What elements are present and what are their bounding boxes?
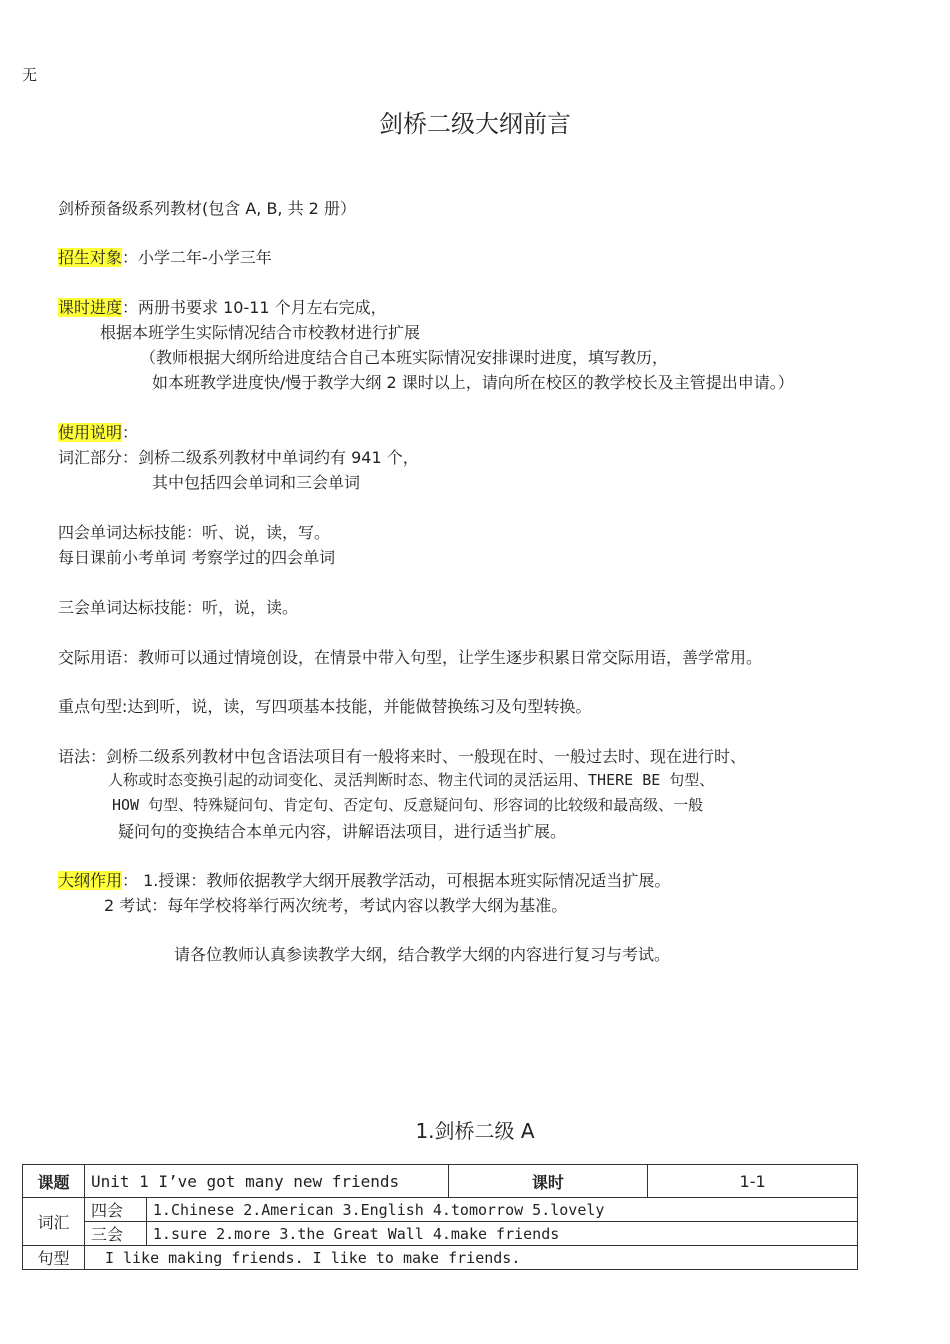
- lesson-header: 课时: [448, 1165, 648, 1198]
- enroll-line: [58, 245, 272, 268]
- unit-title: Unit 1 I’ve got many new friends: [84, 1165, 448, 1198]
- vocab-line-1: 词汇部分：剑桥二级系列教材中单词约有 941 个，: [58, 448, 419, 467]
- closing-line: 请各位教师认真参读教学大纲，结合教学大纲的内容进行复习与考试。: [174, 945, 671, 964]
- pattern-text: I like making friends. I like to make friends.: [84, 1246, 857, 1270]
- outline-role-line-2: 2 考试：每年学校将举行两次统考，考试内容以教学大纲为基准。: [104, 896, 568, 915]
- grammar-line-2: 人称或时态变换引起的动词变化、灵活判断时态、物主代词的灵活运用、THERE BE 句型、: [108, 771, 715, 789]
- four-skill-line: 四会单词达标技能：听、说，读，写。: [58, 523, 331, 542]
- usage-colon: ：: [122, 423, 139, 442]
- topic-header: 课题: [23, 1165, 85, 1198]
- usage-label: 使用说明: [58, 423, 123, 442]
- enroll-label: 招生对象: [58, 248, 123, 267]
- pattern-header: 句型: [23, 1246, 85, 1270]
- four-words: 1.Chinese 2.American 3.English 4.tomorrow 5.lovely: [146, 1198, 857, 1222]
- schedule-line-3: （教师根据大纲所给进度结合自己本班实际情况安排课时进度，填写教历，: [140, 348, 669, 367]
- schedule-line-4: 如本班教学进度快/慢于教学大纲 2 课时以上，请向所在校区的教学校长及主管提出申请。）: [152, 373, 794, 392]
- communication-line: 交际用语：教师可以通过情境创设，在情景中带入句型，让学生逐步积累日常交际用语，善学常用。: [58, 648, 763, 667]
- table-row: [23, 1165, 858, 1198]
- grammar-line-3: HOW 句型、特殊疑问句、肯定句、否定句、反意疑问句、形容词的比较级和最高级、一般: [112, 796, 704, 814]
- schedule-line: [58, 295, 387, 318]
- key-pattern-line: 重点句型:达到听，说，读，写四项基本技能，并能做替换练习及句型转换。: [58, 697, 592, 716]
- outline-role-label: 大纲作用: [58, 871, 123, 890]
- lesson-value: 1-1: [648, 1165, 858, 1198]
- daily-quiz-line: 每日课前小考单词 考察学过的四会单词: [58, 548, 336, 567]
- unit-table: [22, 1164, 858, 1270]
- section-title: 1.剑桥二级 A: [415, 1119, 535, 1143]
- outline-role-text: ： 1.授课：教师依据教学大纲开展教学活动，可根据本班实际情况适当扩展。: [122, 871, 671, 890]
- intro-line: 剑桥预备级系列教材(包含 A, B, 共 2 册）: [58, 199, 356, 218]
- schedule-line-2: 根据本班学生实际情况结合市校教材进行扩展: [100, 323, 421, 342]
- enroll-text: ：小学二年-小学三年: [122, 248, 272, 267]
- page-title: 剑桥二级大纲前言: [379, 110, 571, 138]
- three-label: 三会: [84, 1222, 146, 1246]
- vocab-line-2: 其中包括四会单词和三会单词: [152, 473, 361, 492]
- schedule-text: ：两册书要求 10-11 个月左右完成，: [122, 298, 387, 317]
- schedule-label: 课时进度: [58, 298, 123, 317]
- corner-note: 无: [22, 66, 38, 84]
- four-label: 四会: [84, 1198, 146, 1222]
- grammar-line-4: 疑问句的变换结合本单元内容，讲解语法项目，进行适当扩展。: [118, 822, 567, 841]
- table-row: [23, 1222, 858, 1246]
- grammar-line-1: 语法：剑桥二级系列教材中包含语法项目有一般将来时、一般现在时、一般过去时、现在进行时、: [58, 747, 747, 766]
- table-row: [23, 1198, 858, 1222]
- three-skill-line: 三会单词达标技能：听，说，读。: [58, 598, 299, 617]
- vocab-header: 词汇: [23, 1198, 85, 1246]
- three-words: 1.sure 2.more 3.the Great Wall 4.make friends: [146, 1222, 857, 1246]
- outline-role-line: [58, 868, 670, 891]
- table-row: [23, 1246, 858, 1270]
- usage-heading: [58, 420, 138, 443]
